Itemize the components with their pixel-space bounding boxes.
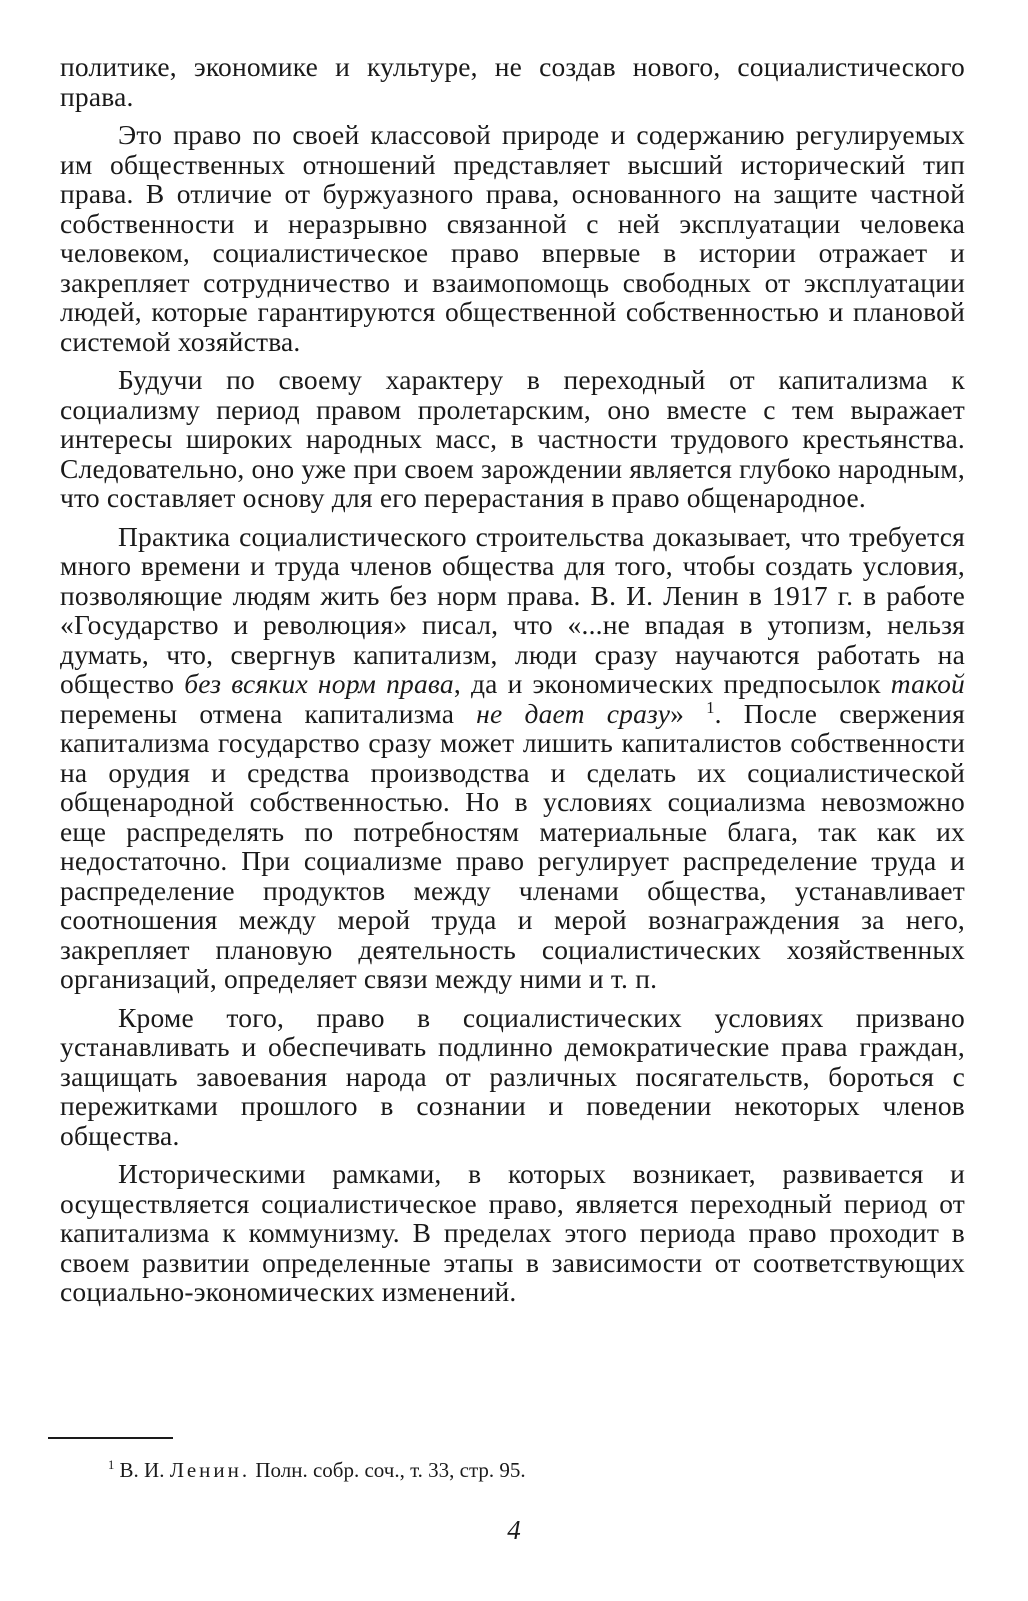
- paragraph-1: политике, экономике и культуре, не создав нового, социалистического права.: [60, 51, 965, 112]
- paragraph-3: Будучи по своему характеру в переходный от капитализма к социализму период правом пролетарским, оно вместе с тем выражает интересы широких народных масс, в частности трудового крестьянства. Следовательно, оно уже при своем зарождении является глубоко народным, что составляет основу для его перерастания в право общенародное.: [60, 364, 965, 513]
- footnote-divider: [48, 1437, 173, 1439]
- paragraph-4-text-g: »: [670, 697, 707, 729]
- paragraph-4-text-e: перемены отмена капитализма: [60, 697, 477, 729]
- paragraph-4-text-h: . После свержения капитализма государство сразу может лишить капиталистов собственности на орудия и средства производства и сделать их социалистической общенародной собственностью. Но в условиях социализма невозможно еще распределять по потребностям материальные блага, так как их недостаточно. При социализме право регулирует распределение труда и распределение продуктов между членами общества, устанавливает соотношения между мерой труда и мерой вознаграждения за него, закрепляет плановую деятельность социалистических хозяйственных организаций, определяет связи между ними и т. п.: [60, 697, 965, 994]
- paragraph-5: Кроме того, право в социалистических условиях призвано устанавливать и обеспечивать подлинно демократические права граждан, защищать завоевания народа от различных посягательств, бороться с пережитками прошлого в сознании и поведении некоторых членов общества.: [60, 1001, 965, 1151]
- paragraph-4-text-a: Практика социалистического строительства доказывает, что требуется много времени и труда членов общества для того, чтобы создать условия, позволяющие людям жить без норм права. В. И. Ленин в 1917 г. в работе «Государство и революция» писал, что «...не впадая в утопизм, нельзя думать, что, свергнув капитализм, люди сразу научаются работать на общество: [60, 520, 965, 699]
- page-number: 4: [507, 1515, 521, 1545]
- paragraph-4: [60, 522, 965, 994]
- footnote-marker: 1: [108, 1458, 115, 1472]
- footnote: [108, 1457, 526, 1483]
- paragraph-4-italic-d: такой: [890, 668, 965, 699]
- footnote-initials: В. И.: [119, 1458, 165, 1482]
- footnote-author: Ленин.: [169, 1458, 251, 1482]
- footnote-source: Полн. собр. соч., т. 33, стр. 95.: [255, 1458, 526, 1482]
- paragraph-6: Историческими рамками, в которых возникает, развивается и осуществляется социалистическое право, является переходный период от капитализма к коммунизму. В пределах этого периода право проходит в своем развитии определенные этапы в зависимости от соответствующих социально-экономических изменений.: [60, 1158, 965, 1307]
- paragraph-4-italic-b: без всяких норм права: [184, 668, 454, 699]
- paragraph-2: Это право по своей классовой природе и содержанию регулируемых им общественных отношений представляет высший исторический тип права. В отличие от буржуазного права, основанного на защите частной собственности и неразрывно связанной с ней эксплуатации человека человеком, социалистическое право впервые в истории отражает и закрепляет сотрудничество и взаимопомощь свободных от эксплуатации людей, которые гарантируются общественной собственностью и плановой системой хозяйства.: [60, 119, 965, 357]
- footnote-reference: 1: [706, 697, 715, 717]
- paragraph-4-italic-f: не дает сразу: [476, 697, 671, 729]
- page-body: [60, 52, 965, 1316]
- paragraph-4-text-c: , да и экономических предпосылок: [453, 668, 891, 699]
